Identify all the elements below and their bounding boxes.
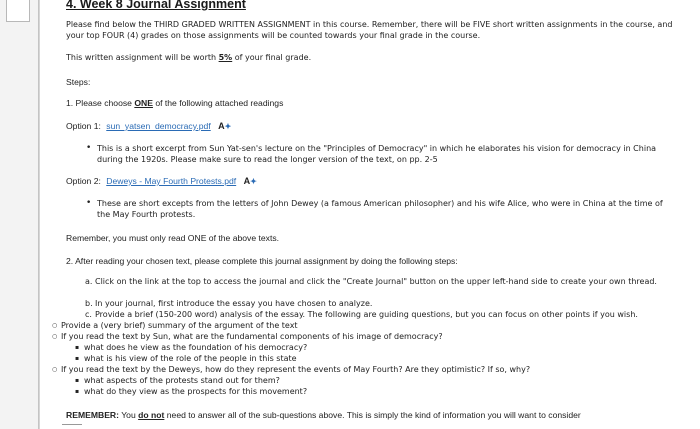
- option-2: [66, 176, 257, 186]
- question-text: what is his view of the role of the people in this state: [84, 354, 297, 363]
- step-b-label: b.: [85, 299, 93, 308]
- circle-bullet-icon: ○: [52, 322, 58, 329]
- step-c: [85, 310, 675, 321]
- question-text: what aspects of the protests stand out for them?: [84, 376, 280, 385]
- remember-note: Remember, you must only read ONE of the above texts.: [66, 233, 280, 243]
- steps-label: Steps:: [66, 77, 91, 87]
- left-rail: [0, 0, 40, 429]
- question-text: what does he view as the foundation of his democracy?: [84, 343, 308, 352]
- worth-before: This written assignment will be worth: [66, 53, 219, 62]
- question-dewey: [52, 365, 530, 376]
- question-text: If you read the text by Sun, what are the fundamental components of his image of democracy?: [61, 332, 443, 341]
- circle-bullet-icon: ○: [52, 366, 58, 373]
- option-1-link[interactable]: sun_yatsen_democracy.pdf: [106, 121, 211, 131]
- question-dewey-prospects: [75, 387, 307, 398]
- option-1-label: Option 1:: [66, 121, 101, 131]
- square-bullet-icon: ▪: [75, 377, 80, 384]
- worth-after: of your final grade.: [232, 53, 312, 62]
- accessibility-letter: A: [218, 121, 225, 131]
- accessibility-icon[interactable]: A✦: [218, 121, 232, 131]
- option-2-description-text: These are short excepts from the letters of John Dewey (a famous American philosopher) and his wife Alice, who were in China at the time of the May Fourth protests.: [97, 199, 663, 219]
- step-a: [85, 277, 675, 288]
- worth-percent: 5%: [218, 53, 233, 62]
- question-text: what do they view as the prospects for this movement?: [84, 387, 308, 396]
- remember-emph: do not: [138, 410, 165, 420]
- accessibility-letter: A: [243, 176, 251, 186]
- after-reading-instruction: 2. After reading your chosen text, please complete this journal assignment by doing the following steps:: [66, 256, 458, 266]
- grade-worth-text: [66, 52, 311, 63]
- question-sun-foundation: [75, 343, 307, 354]
- page-title: 4. Week 8 Journal Assignment: [66, 0, 246, 11]
- question-text: Provide a (very brief) summary of the argument of the text: [61, 321, 298, 330]
- cutoff-divider: [62, 424, 82, 429]
- step-a-text: Click on the link at the top to access the journal and click the "Create Journal" button on the upper left-hand side to create your own thread.: [95, 277, 657, 286]
- square-bullet-icon: ▪: [75, 344, 80, 351]
- question-dewey-aspects: [75, 376, 280, 387]
- option-2-description: [86, 198, 666, 220]
- option-2-label: Option 2:: [66, 176, 101, 186]
- choose-emph: ONE: [134, 98, 153, 108]
- step-a-label: a.: [85, 277, 93, 286]
- bullet-icon: •: [86, 198, 92, 208]
- question-text: If you read the text by the Deweys, how do they represent the events of May Fourth? Are they optimistic? If so, why?: [61, 365, 531, 374]
- square-bullet-icon: ▪: [75, 355, 80, 362]
- option-1-description-text: This is a short excerpt from Sun Yat-sen's lecture on the "Principles of Democracy" in which he elaborates his vision for democracy in China during the 1920s. Please make sure to read the longer version of the text, on pp. 2-5: [97, 144, 657, 164]
- remember-rest: need to answer all of the sub-questions above. This is simply the kind of information you will want to consider: [164, 410, 581, 420]
- square-bullet-icon: ▪: [75, 388, 80, 395]
- question-sun: [52, 332, 443, 343]
- step-c-label: c.: [85, 310, 92, 319]
- step-b-text: In your journal, first introduce the essay you have chosen to analyze.: [95, 299, 373, 308]
- choose-instruction: [66, 98, 283, 109]
- rail-checkbox[interactable]: [6, 0, 30, 22]
- question-sun-people: [75, 354, 297, 365]
- option-1-description: [86, 143, 666, 165]
- circle-bullet-icon: ○: [52, 333, 58, 340]
- step-c-text: Provide a brief (150-200 word) analysis of the essay. The following are guiding questions, but you can focus on other points if you wish.: [95, 310, 638, 319]
- choose-before: 1. Please choose: [66, 98, 135, 108]
- option-1: [66, 121, 231, 131]
- question-summary: [52, 321, 298, 332]
- choose-after: of the following attached readings: [152, 98, 284, 108]
- remember-mid: You: [119, 410, 139, 420]
- final-remember-note: [66, 410, 581, 421]
- option-2-link[interactable]: Deweys - May Fourth Protests.pdf: [106, 176, 237, 186]
- bullet-icon: •: [86, 143, 92, 153]
- step-b: [85, 299, 675, 310]
- intro-paragraph: Please find below the THIRD GRADED WRITTEN ASSIGNMENT in this course. Remember, there will be FIVE short written assignments in the course, and your top FOUR (4) grades on those assignments will be counted towards your final grade in the course.: [66, 20, 673, 40]
- rail-divider: [38, 0, 39, 429]
- remember-lead: REMEMBER:: [66, 410, 119, 420]
- accessibility-icon[interactable]: A✦: [243, 176, 257, 186]
